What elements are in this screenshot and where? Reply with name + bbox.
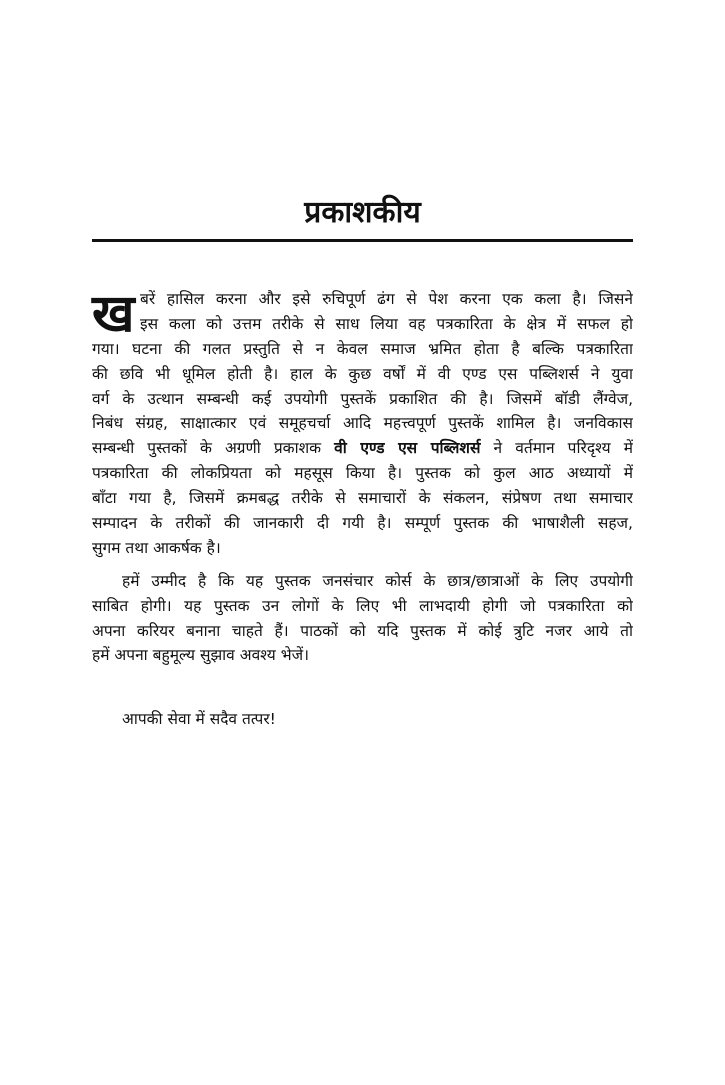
- body-text: [92, 284, 633, 668]
- text-line: की छवि भी धूमिल होती है। हाल के कुछ वर्षों में वी एण्ड एस पब्लिशर्स ने युवा: [92, 364, 633, 383]
- text-line: [92, 436, 633, 461]
- page-title: प्रकाशकीय: [304, 195, 421, 230]
- text-line: इस कला को उत्तम तरीके से साध लिया वह पत्रकारिता के क्षेत्र में सफल हो: [140, 314, 633, 333]
- text-line: गया। घटना की गलत प्रस्तुति से न केवल समाज भ्रमित होता है बल्कि पत्रकारिता: [92, 339, 633, 358]
- text-line: सम्पादन के तरीकों की जानकारी दी गयी है। सम्पूर्ण पुस्तक की भाषाशैली सहज,: [92, 514, 633, 533]
- text-segment: ने वर्तमान परिदृश्य में: [493, 439, 633, 458]
- text-segment: सम्बन्धी पुस्तकों के अग्रणी प्रकाशक: [92, 439, 322, 458]
- text-line: सुगम तथा आकर्षक है।: [92, 538, 221, 557]
- text-line: वर्ग के उत्थान सम्बन्धी कई उपयोगी पुस्तकें प्रकाशित की है। जिसमें बॉडी लैंग्वेज,: [92, 389, 633, 408]
- text-line: बरें हासिल करना और इसे रुचिपूर्ण ढंग से पेश करना एक कला है। जिसने: [140, 290, 633, 308]
- text-line: पत्रकारिता की लोकप्रियता को महसूस किया है। पुस्तक को कुल आठ अध्यायों में: [92, 464, 633, 483]
- text-line: हमें उम्मीद है कि यह पुस्तक जनसंचार कोर्स के छात्र/छात्राओं के लिए उपयोगी: [122, 571, 633, 590]
- publisher-name: वी एण्ड एस पब्लिशर्स: [334, 439, 481, 458]
- text-line: निबंध संग्रह, साक्षात्कार एवं समूहचर्चा आदि महत्त्वपूर्ण पुस्तकें शामिल है। जनविकास: [92, 414, 633, 433]
- text-line: बाँटा गया है, जिसमें क्रमबद्ध तरीके से समाचारों के संकलन, संप्रेषण तथा समाचार: [92, 489, 633, 508]
- drop-cap: ख: [92, 284, 135, 344]
- text-line: अपना करियर बनाना चाहते हैं। पाठकों को यदि पुस्तक में कोई त्रुटि नजर आये तो: [92, 621, 633, 640]
- text-line: साबित होगी। यह पुस्तक उन लोगों के लिए भी लाभदायी होगी जो पत्रकारिता को: [92, 596, 633, 615]
- title-rule: [92, 239, 633, 242]
- closing-line: आपकी सेवा में सदैव तत्पर!: [122, 710, 276, 728]
- text-line: हमें अपना बहुमूल्य सुझाव अवश्य भेजें।: [92, 646, 309, 665]
